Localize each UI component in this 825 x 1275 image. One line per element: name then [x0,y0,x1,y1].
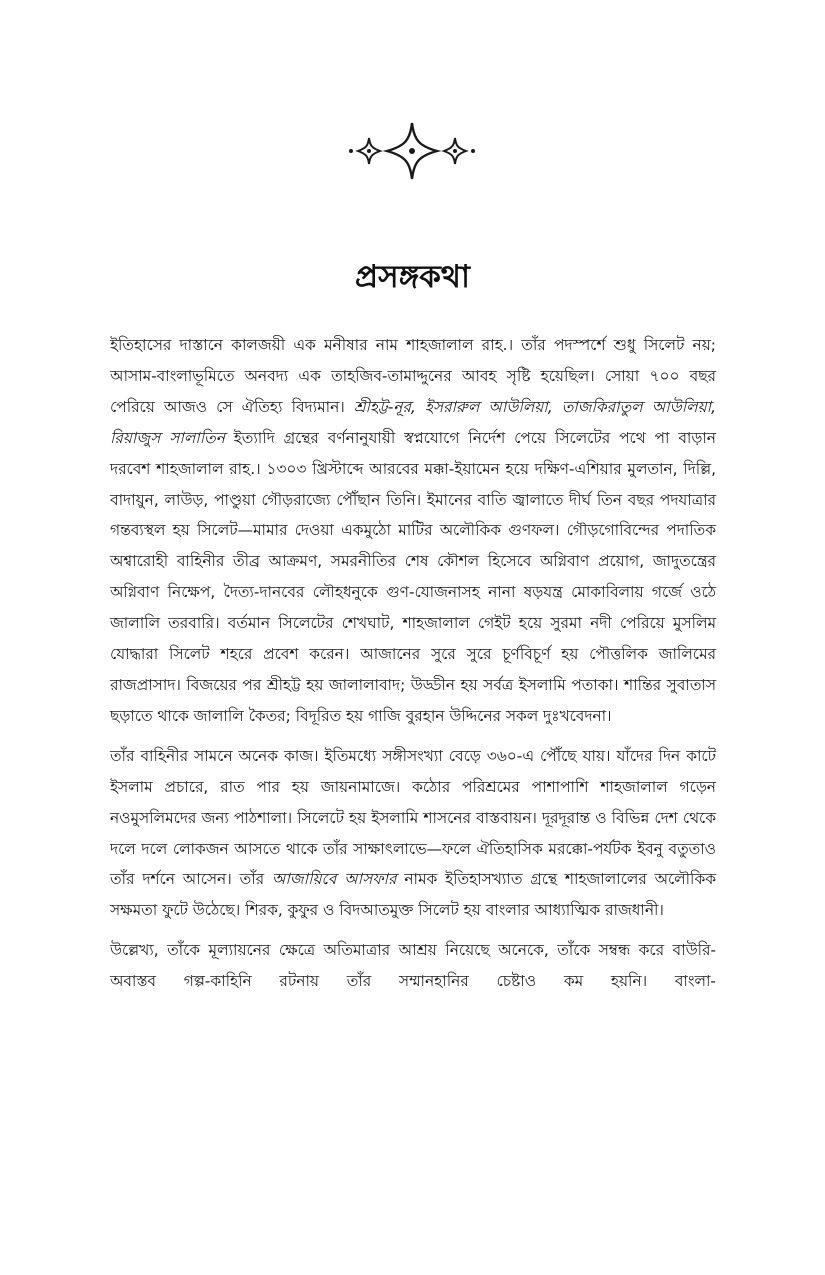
body-text [110,330,716,1006]
paragraph-text: তাঁর বাহিনীর সামনে অনেক কাজ। ইতিমধ্যে সঙ্গীসংখ্যা বেড়ে ৩৬০-এ পৌঁছে যায়। যাঁদের দিন কাটে ইসলাম প্রচারে, রাত পার হয় জায়নামাজে। কঠোর পরিশ্রমের পাশাপাশি শাহজালাল গড়েন নওমুসলিমদের জন্য পাঠশালা। সিলেটে হয় ইসলামি শাসনের বাস্তবায়ন। দূরদূরান্ত ও বিভিন্ন দেশ থেকে দলে দলে লোকজন আসতে থাকে তাঁর সাক্ষাৎলাভে—ফলে ঐতিহাসিক মরক্কো-পর্যটক ইবনু বতুতাও তাঁর দর্শনে আসেন। তাঁর [110,746,716,889]
paragraph-text: নামক ইতিহাসখ্যাত গ্রন্থে শাহজালালের অলৌকিক সক্ষমতা ফুটে উঠেছে। শিরক, কুফুর ও বিদআতমুক্ত সিলেট হয় বাংলার আধ্যাত্মিক রাজধানী। [110,870,716,920]
chapter-title: প্রসঙ্গকথা [355,259,470,295]
paragraph-text: ইতিহাসের দাস্তানে কালজয়ী এক মনীষার নাম শাহজালাল রাহ.। তাঁর পদস্পর্শে শুধু সিলেট নয়; আসাম-বাংলাভূমিতে অনবদ্য এক তাহজিব-তামাদ্দুনের আবহ সৃষ্টি হয়েছিল। সোয়া ৭০০ বছর পেরিয়ে আজও সে ঐতিহ্য বিদ্যমান। [110,336,716,416]
four-point-star-ornament-icon [347,120,477,182]
paragraph-1 [110,330,716,732]
paragraph-text: উল্লেখ্য, তাঁকে মূল্যায়নের ক্ষেত্রে অতিমাত্রার আশ্রয় নিয়েছে অনেকে, তাঁকে সম্বন্ধ করে বাউরি-অবাস্তব গল্প-কাহিনি রটনায় তাঁর সম্মানহানির চেষ্টাও কম হয়নি। বাংলা- [110,941,716,991]
book-titles-italic: শ্রীহট্ট-নূর, ইসরারুল আউলিয়া, তাজকিরাতুল আউলিয়া, রিয়াজুস সালাতিন [110,397,716,447]
paragraph-text: ইত্যাদি গ্রন্থের বর্ণনানুযায়ী স্বপ্নযোগে নির্দেশ পেয়ে সিলেটের পথে পা বাড়ান দরবেশ শাহজালাল রাহ.। ১৩০৩ খ্রিস্টাব্দে আরবের মক্কা-ইয়ামেন হয়ে দক্ষিণ-এশিয়ার মুলতান, দিল্লি, বাদায়ুন, লাউড়, পাণ্ডুয়া গৌড়রাজ্যে পৌঁছান তিনি। ইমানের বাতি জ্বালাতে দীর্ঘ তিন বছর পদযাত্রার গন্তব্যস্থল হয় সিলেট—মামার দেওয়া একমুঠো মাটির অলৌকিক গুণফল। গৌড়গোবিন্দের পদাতিক অশ্বারোহী বাহিনীর তীব্র আক্রমণ, সমরনীতির শেষ কৌশল হিসেবে অগ্নিবাণ প্রয়োগ, জাদুতন্ত্রের অগ্নিবাণ নিক্ষেপ, দৈত্য-দানবের লৌহধনুকে গুণ-যোজনাসহ নানা ষড়যন্ত্র মোকাবিলায় গর্জে ওঠে জালালি তরবারি। বর্তমান সিলেটের শেখঘাট, শাহজালাল গেইট হয়ে সুরমা নদী পেরিয়ে মুসলিম যোদ্ধারা সিলেট শহরে প্রবেশ করেন। আজানের সুরে সুরে চূর্ণবিচূর্ণ হয় পৌত্তলিক জালিমের রাজপ্রাসাদ। বিজয়ের পর শ্রীহট্ট হয় জালালাবাদ; উড্ডীন হয় সর্বত্র ইসলামি পতাকা। শান্তির সুবাতাস ছড়াতে থাকে জালালি কৈতর; বিদূরিত হয় গাজি বুরহান উদ্দিনের সকল দুঃখবেদনা। [110,428,716,725]
paragraph-2 [110,741,716,926]
paragraph-3 [110,935,716,997]
book-title-italic: আজায়িবে আসফার [271,870,397,889]
